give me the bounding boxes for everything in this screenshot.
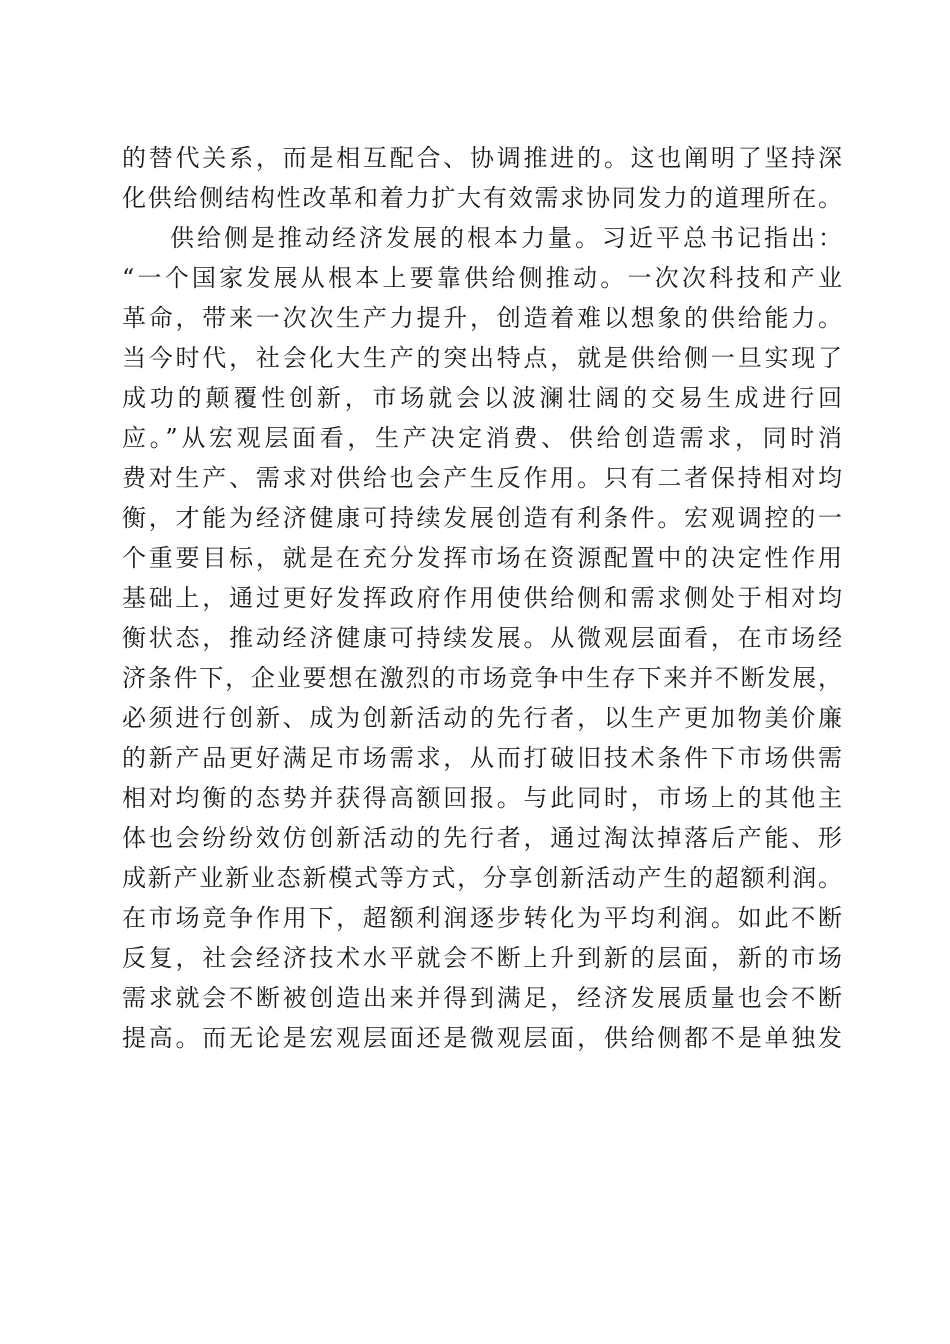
text-line: 革命，带来一次次生产力提升，创造着难以想象的供给能力。 [122,304,842,332]
text-line: 当今时代，社会化大生产的突出特点，就是供给侧一旦实现了 [122,344,842,372]
text-line: 成新产业新业态新模式等方式，分享创新活动产生的超额利润。 [122,864,842,892]
text-line: 相对均衡的态势并获得高额回报。与此同时，市场上的其他主 [122,784,842,812]
text-line: 必须进行创新、成为创新活动的先行者，以生产更加物美价廉 [122,704,842,732]
body-text [122,138,842,1058]
text-line: 费对生产、需求对供给也会产生反作用。只有二者保持相对均 [122,464,842,492]
text-line: 提高。而无论是宏观层面还是微观层面，供给侧都不是单独发 [122,1024,842,1052]
text-line: 化供给侧结构性改革和着力扩大有效需求协同发力的道理所在。 [122,184,842,212]
text-line: 体也会纷纷效仿创新活动的先行者，通过淘汰掉落后产能、形 [122,824,842,852]
text-line: 济条件下，企业要想在激烈的市场竞争中生存下来并不断发展， [122,664,842,692]
text-line: 个重要目标，就是在充分发挥市场在资源配置中的决定性作用 [122,544,842,572]
text-line: 衡，才能为经济健康可持续发展创造有利条件。宏观调控的一 [122,504,842,532]
text-line: “一个国家发展从根本上要靠供给侧推动。一次次科技和产业 [122,264,842,292]
text-line: 应。”从宏观层面看，生产决定消费、供给创造需求，同时消 [122,424,842,452]
text-line: 反复，社会经济技术水平就会不断上升到新的层面，新的市场 [122,944,842,972]
text-line: 需求就会不断被创造出来并得到满足，经济发展质量也会不断 [122,984,842,1012]
text-line: 在市场竞争作用下，超额利润逐步转化为平均利润。如此不断 [122,904,842,932]
text-line: 的新产品更好满足市场需求，从而打破旧技术条件下市场供需 [122,744,842,772]
text-line: 成功的颠覆性创新，市场就会以波澜壮阔的交易生成进行回 [122,384,842,412]
text-line: 基础上，通过更好发挥政府作用使供给侧和需求侧处于相对均 [122,584,842,612]
text-line: 衡状态，推动经济健康可持续发展。从微观层面看，在市场经 [122,624,842,652]
text-line: 的替代关系，而是相互配合、协调推进的。这也阐明了坚持深 [122,144,842,172]
paragraph-start-line: 供给侧是推动经济发展的根本力量。习近平总书记指出： [170,224,842,252]
